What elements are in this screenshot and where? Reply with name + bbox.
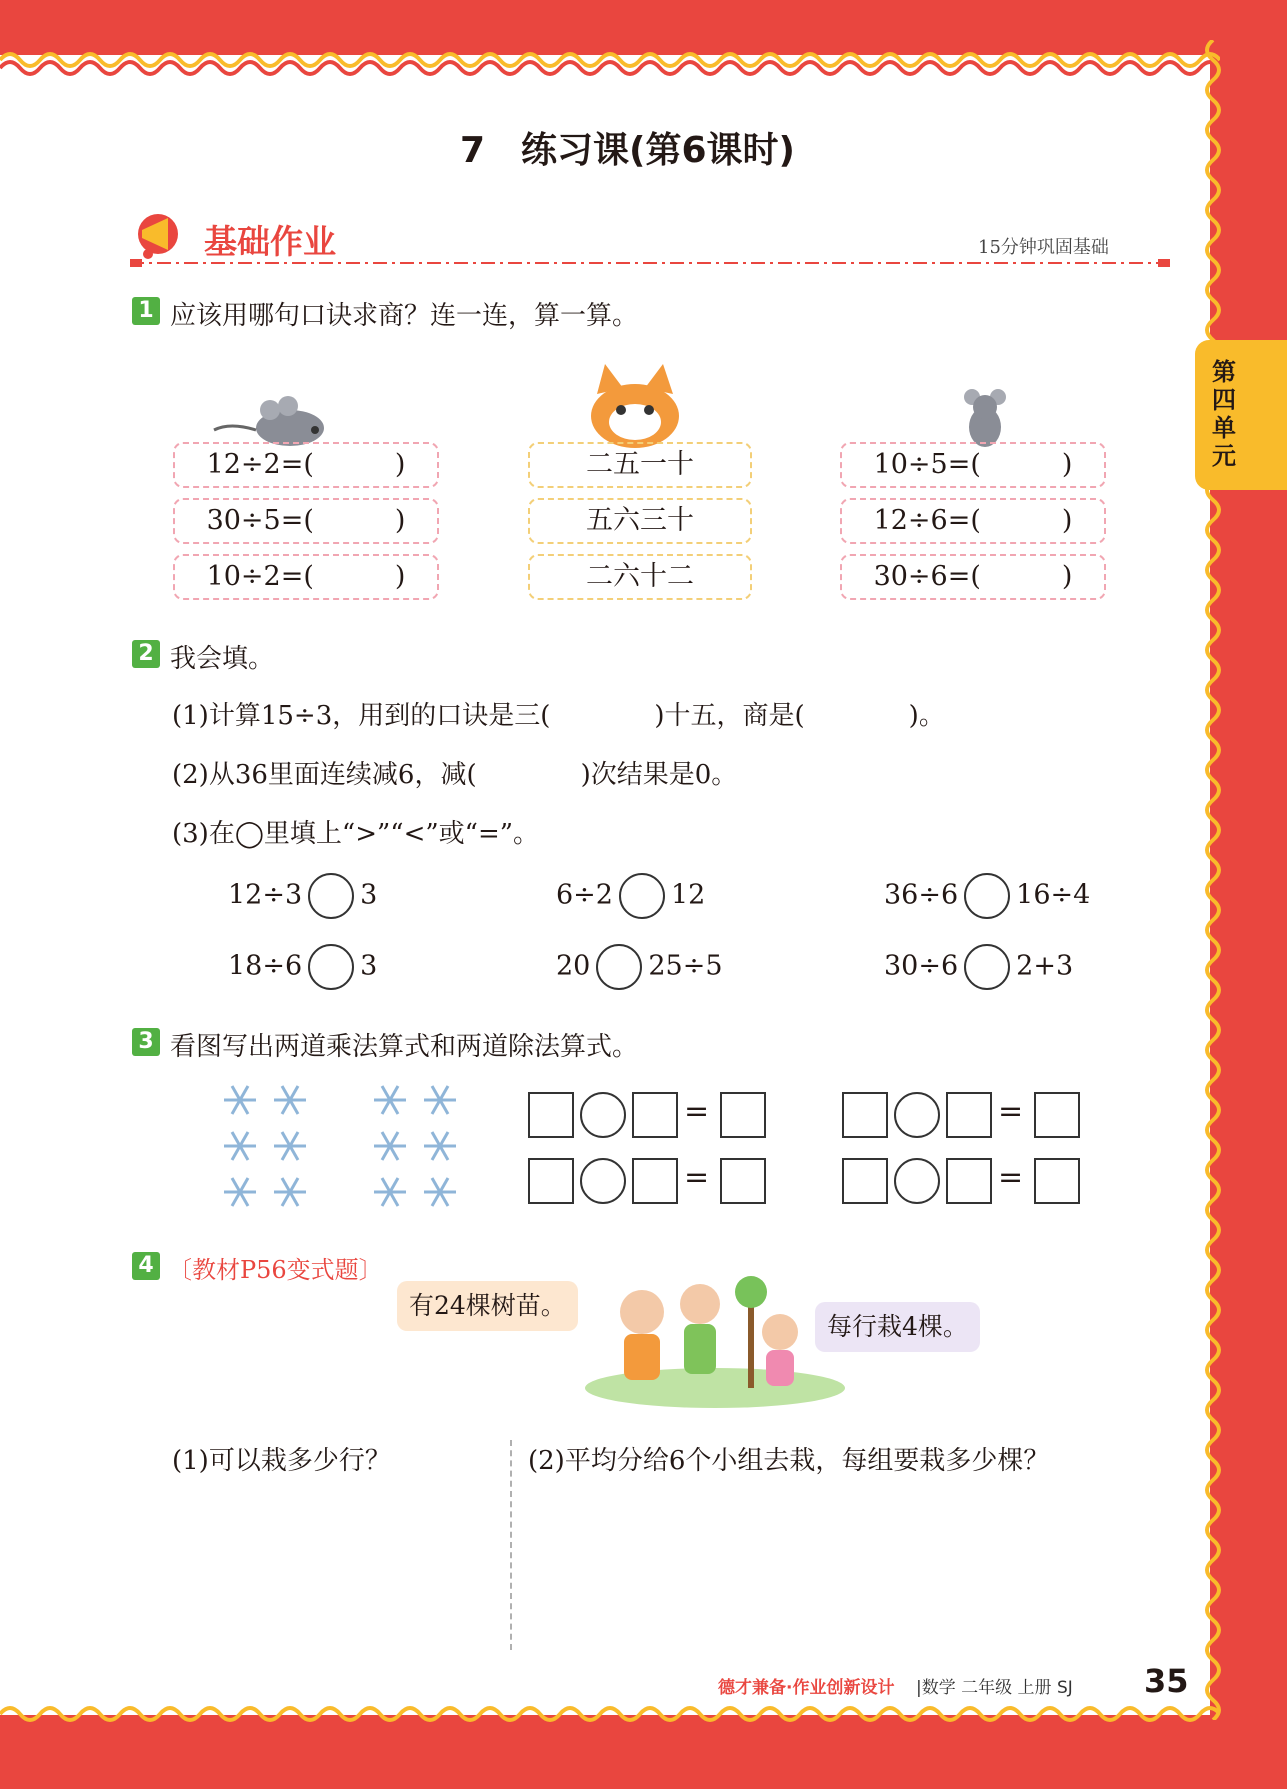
question-number: 3 <box>132 1028 160 1056</box>
fill-in-item: (2)从36里面连续减6，减( )次结果是0。 <box>172 760 738 790</box>
footer-subject: |数学 二年级 上册 SJ <box>916 1678 1073 1698</box>
division-item: 10÷5=( ) <box>840 442 1106 488</box>
comparison-item: 12÷3 3 <box>228 873 377 919</box>
section-note: 15分钟巩固基础 <box>978 237 1109 258</box>
question-text: 应该用哪句口诀求商？连一连，算一算。 <box>170 301 639 331</box>
division-item: 30÷5=( ) <box>173 498 439 544</box>
textbook-reference: 〔教材P56变式题〕 <box>168 1256 383 1284</box>
bottom-wavy-border <box>0 1700 1220 1740</box>
answer-box[interactable] <box>1034 1092 1080 1138</box>
answer-box[interactable] <box>720 1092 766 1138</box>
equals-sign: = <box>684 1094 710 1129</box>
question-text: 我会填。 <box>170 644 275 674</box>
answer-box[interactable] <box>720 1158 766 1204</box>
answer-box[interactable] <box>842 1158 888 1204</box>
compare-circle[interactable] <box>964 873 1010 919</box>
answer-box[interactable] <box>528 1092 574 1138</box>
tree-planting-illustration <box>580 1248 850 1408</box>
unit-tab-label: 第四单元 <box>1212 358 1236 470</box>
division-item: 10÷2=( ) <box>173 554 439 600</box>
compare-circle[interactable] <box>308 944 354 990</box>
question-number: 1 <box>132 297 160 325</box>
question-text: 看图写出两道乘法算式和两道除法算式。 <box>170 1032 639 1062</box>
answer-box[interactable] <box>1034 1158 1080 1204</box>
comparison-item: 36÷6 16÷4 <box>884 873 1090 919</box>
page-number: 35 <box>1144 1662 1189 1700</box>
equals-sign: = <box>684 1160 710 1195</box>
division-item: 30÷6=( ) <box>840 554 1106 600</box>
comparison-item: 20 25÷5 <box>556 944 723 990</box>
top-wavy-border <box>0 40 1220 80</box>
compare-circle[interactable] <box>596 944 642 990</box>
answer-box[interactable] <box>842 1092 888 1138</box>
multiplication-rhyme: 二五一十 <box>528 442 752 488</box>
sub-question: (1)可以栽多少行？ <box>172 1446 391 1476</box>
division-item: 12÷2=( ) <box>173 442 439 488</box>
question-number: 2 <box>132 640 160 668</box>
fill-in-item: (3)在◯里填上“>”“<”或“=”。 <box>172 819 540 849</box>
snowflake-group <box>218 1078 468 1216</box>
answer-box[interactable] <box>632 1092 678 1138</box>
sub-question: (2)平均分给6个小组去栽，每组要栽多少棵？ <box>528 1446 1050 1476</box>
operator-circle[interactable] <box>580 1158 626 1204</box>
equals-sign: = <box>998 1094 1024 1129</box>
answer-box[interactable] <box>632 1158 678 1204</box>
answer-box[interactable] <box>946 1092 992 1138</box>
section-divider <box>130 258 1170 268</box>
footer-series: 德才兼备·作业创新设计 <box>718 1678 895 1698</box>
question-number: 4 <box>132 1252 160 1280</box>
compare-circle[interactable] <box>964 944 1010 990</box>
comparison-item: 30÷6 2+3 <box>884 944 1073 990</box>
comparison-item: 6÷2 12 <box>556 873 705 919</box>
answer-box[interactable] <box>946 1158 992 1204</box>
operator-circle[interactable] <box>580 1092 626 1138</box>
answer-box[interactable] <box>528 1158 574 1204</box>
compare-circle[interactable] <box>619 873 665 919</box>
section-title: 基础作业 <box>204 222 336 261</box>
column-divider <box>510 1440 512 1650</box>
fill-in-item: (1)计算15÷3，用到的口诀是三( )十五，商是( )。 <box>172 701 945 731</box>
multiplication-rhyme: 五六三十 <box>528 498 752 544</box>
multiplication-rhyme: 二六十二 <box>528 554 752 600</box>
operator-circle[interactable] <box>894 1092 940 1138</box>
speech-bubble: 每行栽4棵。 <box>815 1302 980 1352</box>
megaphone-icon <box>130 208 190 264</box>
operator-circle[interactable] <box>894 1158 940 1204</box>
mouse-standing-icon <box>950 385 1020 450</box>
equals-sign: = <box>998 1160 1024 1195</box>
division-item: 12÷6=( ) <box>840 498 1106 544</box>
speech-bubble: 有24棵树苗。 <box>397 1281 578 1331</box>
page-title: 7 练习课(第6课时) <box>460 130 796 171</box>
cat-icon <box>575 350 690 450</box>
right-wavy-border <box>1195 40 1235 1720</box>
compare-circle[interactable] <box>308 873 354 919</box>
comparison-item: 18÷6 3 <box>228 944 377 990</box>
